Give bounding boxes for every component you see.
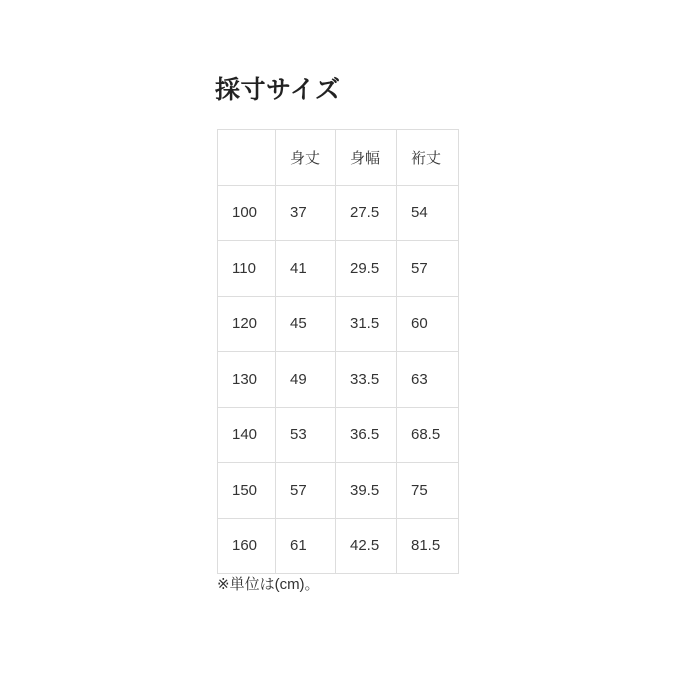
sleeve-length-cell: 63 bbox=[397, 352, 459, 408]
size-cell: 140 bbox=[218, 407, 276, 463]
body-length-cell: 37 bbox=[276, 185, 336, 241]
body-length-cell: 45 bbox=[276, 296, 336, 352]
col-header-body-width: 身幅 bbox=[336, 130, 397, 186]
table-row bbox=[218, 241, 459, 297]
size-cell: 150 bbox=[218, 463, 276, 519]
body-length-cell: 61 bbox=[276, 518, 336, 574]
table-row bbox=[218, 407, 459, 463]
size-cell: 120 bbox=[218, 296, 276, 352]
size-cell: 110 bbox=[218, 241, 276, 297]
size-cell: 130 bbox=[218, 352, 276, 408]
table-row bbox=[218, 185, 459, 241]
unit-footnote: ※単位は(cm)。 bbox=[217, 576, 320, 593]
sleeve-length-cell: 60 bbox=[397, 296, 459, 352]
body-length-cell: 41 bbox=[276, 241, 336, 297]
table-row bbox=[218, 518, 459, 574]
size-cell: 100 bbox=[218, 185, 276, 241]
sleeve-length-cell: 57 bbox=[397, 241, 459, 297]
body-width-cell: 27.5 bbox=[336, 185, 397, 241]
table-row bbox=[218, 352, 459, 408]
col-header-sleeve-length: 裄丈 bbox=[397, 130, 459, 186]
body-width-cell: 39.5 bbox=[336, 463, 397, 519]
sleeve-length-cell: 81.5 bbox=[397, 518, 459, 574]
sleeve-length-cell: 75 bbox=[397, 463, 459, 519]
size-chart-title: 採寸サイズ bbox=[215, 76, 341, 104]
table-row bbox=[218, 296, 459, 352]
sleeve-length-cell: 68.5 bbox=[397, 407, 459, 463]
col-header-size bbox=[218, 130, 276, 186]
body-width-cell: 31.5 bbox=[336, 296, 397, 352]
col-header-body-length: 身丈 bbox=[276, 130, 336, 186]
table-header-row bbox=[218, 130, 459, 186]
body-length-cell: 53 bbox=[276, 407, 336, 463]
body-width-cell: 42.5 bbox=[336, 518, 397, 574]
body-width-cell: 36.5 bbox=[336, 407, 397, 463]
sleeve-length-cell: 54 bbox=[397, 185, 459, 241]
body-length-cell: 57 bbox=[276, 463, 336, 519]
size-table bbox=[217, 129, 459, 574]
body-length-cell: 49 bbox=[276, 352, 336, 408]
body-width-cell: 29.5 bbox=[336, 241, 397, 297]
size-cell: 160 bbox=[218, 518, 276, 574]
table-row bbox=[218, 463, 459, 519]
body-width-cell: 33.5 bbox=[336, 352, 397, 408]
